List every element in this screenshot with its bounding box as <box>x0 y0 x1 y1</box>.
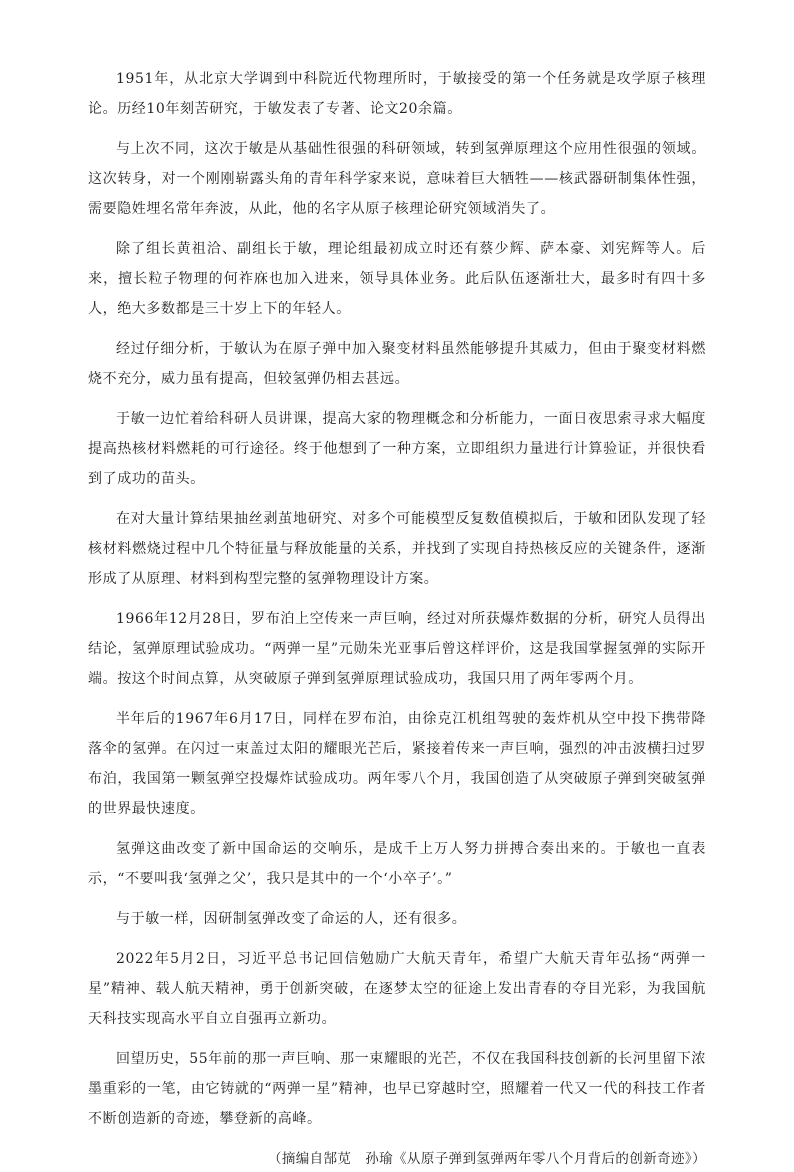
paragraph-career-shift: 与上次不同，这次于敏是从基础性很强的科研领域，转到氢弹原理这个应用性很强的领域。这次转身，对一个刚刚崭露头角的青年科学家来说，意味着巨大牺牲——核武器研制集体性强，需要隐姓埋名常年奔波，从此，他的名字从原子核理论研究领域消失了。 <box>88 141 706 217</box>
source-citation: （摘编自郜苋 孙瑜《从原子弹到氢弹两年零八个月背后的创新奇迹》） <box>267 1151 706 1167</box>
paragraph-looking-back: 回望历史，55年前的那一声巨响、那一束耀眼的光芒，不仅在我国科技创新的长河里留下浓墨重彩的一笔，由它铸就的“两弹一星”精神，也早已穿越时空，照耀着一代又一代的科技工作者不断创造新的奇迹，攀登新的高峰。 <box>88 1051 706 1127</box>
paragraph-design-scheme: 在对大量计算结果抽丝剥茧地研究、对多个可能模型反复数值模拟后，于敏和团队发现了轻核材料燃烧过程中几个特征量与释放能量的关系，并找到了实现自持热核反应的关键条件，逐渐形成了从原理、材料到构型完整的氢弹物理设计方案。 <box>88 511 706 587</box>
paragraph-2022-letter: 2022年5月2日，习近平总书记回信勉励广大航天青年，希望广大航天青年弘扬“两弹一星”精神、载人航天精神，勇于创新突破，在逐梦太空的征途上发出青春的夺目光彩，为我国航天科技实现高水平自立自强再立新功。 <box>88 951 706 1027</box>
paragraph-others-changed: 与于敏一样，因研制氢弹改变了命运的人，还有很多。 <box>116 911 467 927</box>
paragraph-1966-principle-test: 1966年12月28日，罗布泊上空传来一声巨响，经过对所获爆炸数据的分析，研究人员得出结论，氢弹原理试验成功。“两弹一星”元勋朱光亚事后曾这样评价，这是我国掌握氢弹的实际开端。按这个时间点算，从突破原子弹到氢弹原理试验成功，我国只用了两年零两个月。 <box>88 611 706 687</box>
paragraph-analysis: 经过仔细分析，于敏认为在原子弹中加入聚变材料虽然能够提升其威力，但由于聚变材料燃烧不充分，威力虽有提高，但较氢弹仍相去甚远。 <box>88 341 706 387</box>
paragraph-teaching-and-solution: 于敏一边忙着给科研人员讲课，提高大家的物理概念和分析能力，一面日夜思索寻求大幅度提高热核材料燃耗的可行途径。终于他想到了一种方案，立即组织力量进行计算验证，并很快看到了成功的苗头。 <box>88 411 706 487</box>
paragraph-1967-airdrop-test: 半年后的1967年6月17日，同样在罗布泊，由徐克江机组驾驶的轰炸机从空中投下携带降落伞的氢弹。在闪过一束盖过太阳的耀眼光芒后，紧接着传来一声巨响，强烈的冲击波横扫过罗布泊，我国第一颗氢弹空投爆炸试验成功。两年零八个月，我国创造了从突破原子弹到突破氢弹的世界最快速度。 <box>88 711 706 817</box>
paragraph-symphony-quote: 氢弹这曲改变了新中国命运的交响乐，是成千上万人努力拼搏合奏出来的。于敏也一直表示，“不要叫我‘氢弹之父’，我只是其中的一个‘小卒子’。” <box>88 841 706 887</box>
paragraph-1951-nuclear-theory: 1951年，从北京大学调到中科院近代物理所时，于敏接受的第一个任务就是攻学原子核理论。历经10年刻苦研究，于敏发表了专著、论文20余篇。 <box>88 71 706 117</box>
paragraph-theory-group: 除了组长黄祖洽、副组长于敏，理论组最初成立时还有蔡少辉、萨本豪、刘宪辉等人。后来，擅长粒子物理的何祚庥也加入进来，领导具体业务。此后队伍逐渐壮大，最多时有四十多人，绝大多数都是三十岁上下的年轻人。 <box>88 241 706 317</box>
